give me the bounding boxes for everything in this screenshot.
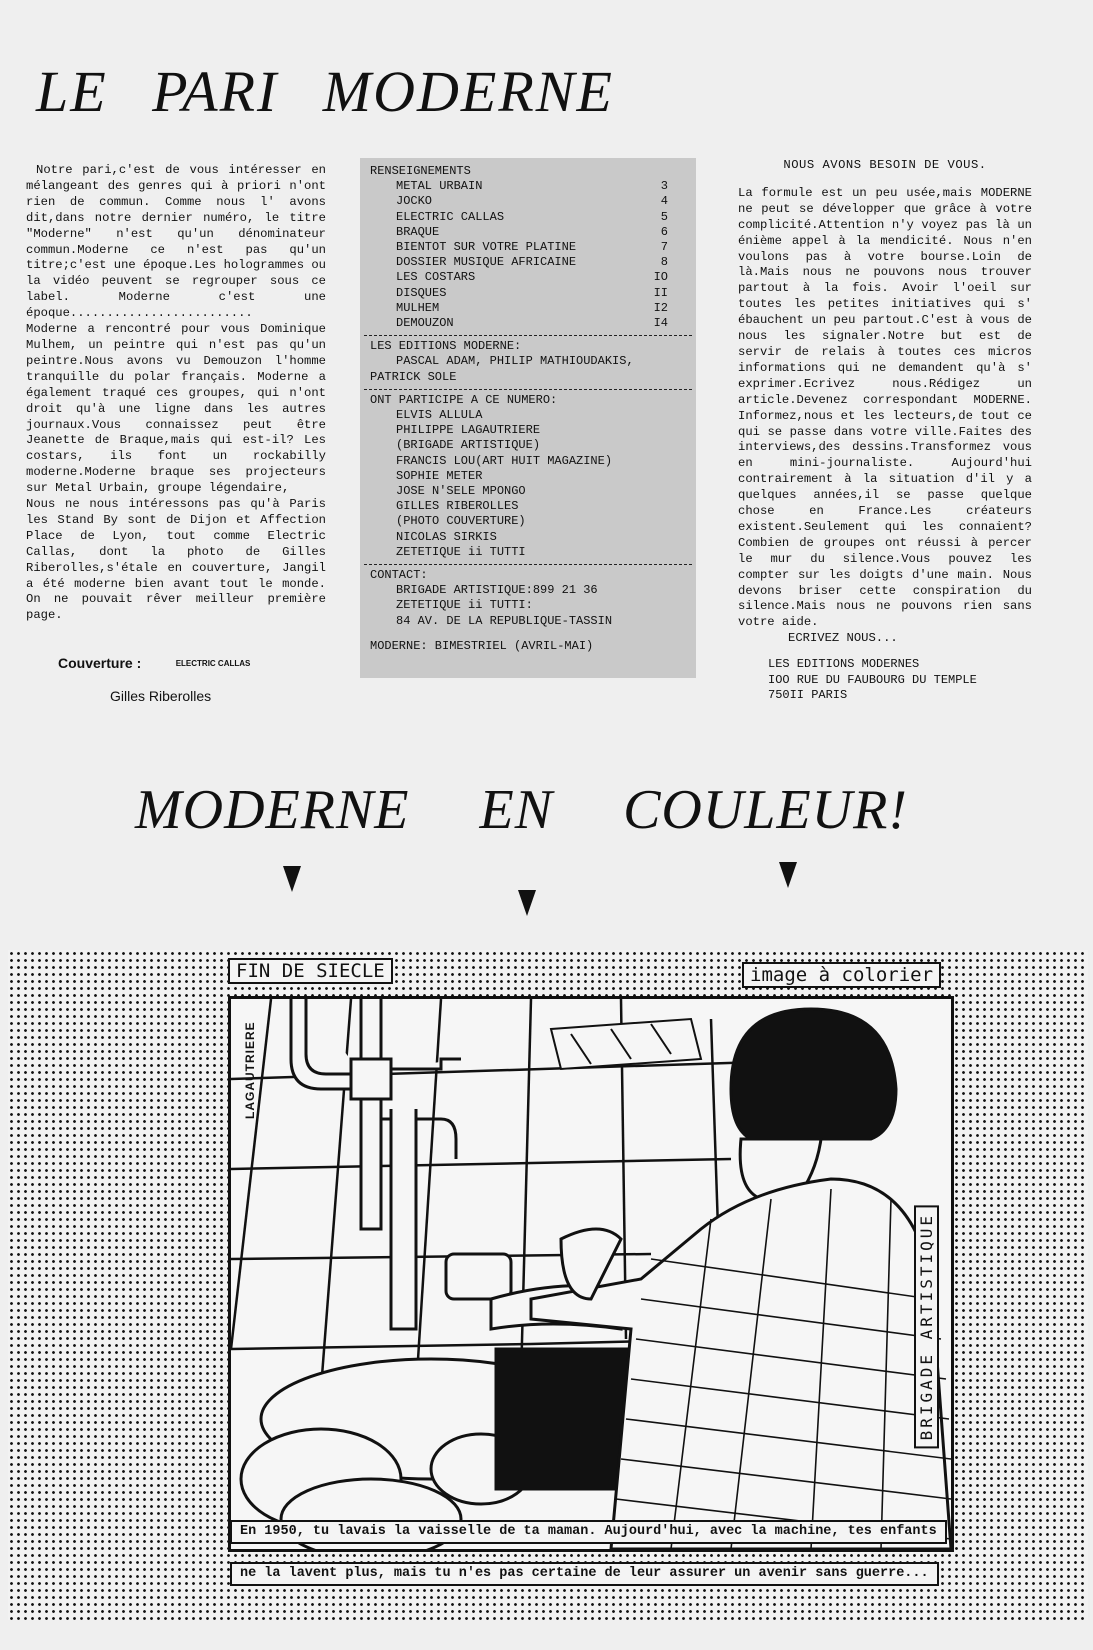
contents-item-page: 7 bbox=[660, 240, 668, 255]
cover-credit bbox=[58, 655, 251, 704]
contents-item bbox=[370, 210, 686, 225]
appeal-sign-off: ECRIVEZ NOUS... bbox=[788, 631, 898, 646]
credit-brigade-artistique: BRIGADE ARTISTIQUE bbox=[914, 1205, 939, 1448]
participants-list bbox=[370, 408, 686, 560]
appeal-body: La formule est un peu usée,mais MODERNE ne peut se développer que grâce à votre complicité.Attention n'y voyez pas là un énième appel à la mendicité. Nous n'en voulons pas à votre bourse.Loin de là.Mais nous ne pouvons nous trouver partout à la fois. Avoir l'oeil sur toutes les petites initiatives qui s' ébauchent un peu partout.C'est à vous de nous les signaler.Notre but est de servir de relais à toutes ces micros informations qui ne demandent qu'à s' exprimer.Ecrivez nous.Rédigez un article.Devenez correspondant MODERNE. Informez,nous et les lecteurs,de tout ce qui se passe dans votre ville.Faites des interviews,des dessins.Transformez vous en mini-journaliste. Aujourd'hui contrairement à la situation d'il y a quelques années,il se passe quelque chose en France.Les créateurs existent.Seulement qui les connaient? Combien de groupes ont réussi à percer le mur du silence.Vous pouvez les compter sur les doigts d'une main. Nous devons briser cette conspiration du silence.Mais nous ne pouvons rien sans votre aide. bbox=[738, 185, 1032, 630]
periodicity: MODERNE: BIMESTRIEL (AVRIL-MAI) bbox=[370, 638, 594, 653]
arrow-down-icon bbox=[779, 862, 797, 888]
contents-item-name: MULHEM bbox=[396, 300, 440, 315]
participant: ELVIS ALLULA bbox=[396, 408, 483, 423]
participant: PHILIPPE LAGAUTRIERE bbox=[396, 423, 541, 438]
editions-line: PASCAL ADAM, PHILIP MATHIOUDAKIS, bbox=[396, 354, 634, 369]
intro-paragraph-1: Notre pari,c'est de vous intéresser en mélangeant des genres qui à priori n'ont rien de commun. Comme nous l' avons dit,dans notre dernier numéro, le titre "Moderne" n'est qu'un dénominateur commun.Moderne ce n'est pas qu'un titre;c'est une époque.Les hologrammes ou la vidéo peuvent se regrouper sous ce label. Moderne c'est une époque......................... bbox=[26, 163, 326, 321]
contents-heading: RENSEIGNEMENTS bbox=[370, 164, 471, 178]
contents-item bbox=[370, 194, 686, 209]
participant: SOPHIE METER bbox=[396, 468, 483, 483]
contents-item bbox=[370, 255, 686, 270]
contents-item bbox=[370, 316, 686, 331]
label-fin-de-siecle: FIN DE SIECLE bbox=[228, 958, 393, 984]
participant: NICOLAS SIRKIS bbox=[396, 529, 497, 544]
contents-item-name: BRAQUE bbox=[396, 224, 440, 239]
contents-item bbox=[370, 286, 686, 301]
contents-list bbox=[370, 179, 686, 331]
contact-list bbox=[370, 583, 686, 629]
divider bbox=[364, 335, 692, 336]
kitchen-drawing bbox=[231, 999, 951, 1549]
participant: (BRIGADE ARTISTIQUE) bbox=[396, 438, 541, 453]
contents-item-name: DEMOUZON bbox=[396, 316, 454, 331]
address-line: LES EDITIONS MODERNES bbox=[768, 657, 920, 671]
arrow-down-icon bbox=[518, 890, 536, 916]
divider bbox=[364, 389, 692, 390]
publisher-address bbox=[768, 657, 977, 704]
contents-item-name: ELECTRIC CALLAS bbox=[396, 209, 505, 224]
contents-item-name: LES COSTARS bbox=[396, 270, 476, 285]
participant: (PHOTO COUVERTURE) bbox=[396, 514, 526, 529]
editions-line: PATRICK SOLE bbox=[370, 369, 457, 384]
editions-heading: LES EDITIONS MODERNE: bbox=[370, 339, 522, 354]
participant: ZETETIQUE ii TUTTI bbox=[396, 544, 526, 559]
divider bbox=[364, 564, 692, 565]
contents-box bbox=[360, 158, 696, 678]
contents-item-page: IO bbox=[653, 270, 668, 285]
intro-paragraph-3: Nous ne nous intéressons pas qu'à Paris les Stand By sont de Dijon et Affection Place de Lyon, tout comme Electric Callas, dont la photo de Gilles Riberolles,s'étale en couverture, Jangil a été moderne bien avant tout le monde. On ne pouvait rêver meilleur première page. bbox=[26, 497, 326, 623]
contents-item bbox=[370, 240, 686, 255]
cover-label: Couverture : bbox=[58, 655, 142, 671]
contact-line: 84 AV. DE LA REPUBLIQUE-TASSIN bbox=[396, 613, 613, 628]
contents-item-name: METAL URBAIN bbox=[396, 179, 483, 194]
cover-photographer: Gilles Riberolles bbox=[110, 688, 212, 704]
contact-line: BRIGADE ARTISTIQUE:899 21 36 bbox=[396, 583, 598, 598]
contents-item-page: 5 bbox=[660, 209, 668, 224]
contents-item-page: I2 bbox=[653, 300, 668, 315]
cover-logo-text: ELECTRIC CALLAS bbox=[175, 659, 251, 669]
address-line: 750II PARIS bbox=[768, 688, 848, 702]
intro-column bbox=[26, 163, 326, 624]
contents-item-page: II bbox=[653, 285, 668, 300]
arrow-down-icon bbox=[283, 866, 301, 892]
contents-item-page: 3 bbox=[660, 179, 668, 194]
section-title: MODERNE EN COULEUR! bbox=[135, 779, 908, 841]
contents-item-name: DISQUES bbox=[396, 285, 447, 300]
contents-item-page: 8 bbox=[660, 255, 668, 270]
contents-item bbox=[370, 301, 686, 316]
address-line: IOO RUE DU FAUBOURG DU TEMPLE bbox=[768, 672, 977, 687]
caption-line-2: ne la lavent plus, mais tu n'es pas certaine de leur assurer un avenir sans guerre... bbox=[230, 1562, 939, 1586]
appeal-heading: NOUS AVONS BESOIN DE VOUS. bbox=[783, 158, 987, 172]
contents-item-name: DOSSIER MUSIQUE AFRICAINE bbox=[396, 255, 577, 270]
contents-item-page: 4 bbox=[660, 194, 668, 209]
intro-paragraph-2: Moderne a rencontré pour vous Dominique Mulhem, un peintre qui n'est pas qu'un peintre.Nous avons vu Demouzon l'homme tranquille du polar français. Moderne a également traqué ces groupes, qui n'ont droit qu'à une ligne dans les autres journaux.Vous connaissez peut être Jeanette de Braque,mais qui est-il? Les costars, ils font un rockabilly moderne.Moderne braque ses projecteurs sur Metal Urbain, groupe légendaire, bbox=[26, 322, 326, 496]
participant: FRANCIS LOU(ART HUIT MAGAZINE) bbox=[396, 453, 613, 468]
contents-item-name: BIENTOT SUR VOTRE PLATINE bbox=[396, 240, 577, 255]
contents-item bbox=[370, 225, 686, 240]
page-title: LE PARI MODERNE bbox=[36, 59, 614, 124]
illustration-panel bbox=[228, 996, 954, 1552]
contents-item-page: I4 bbox=[653, 316, 668, 331]
participant: JOSE N'SELE MPONGO bbox=[396, 484, 526, 499]
participant: GILLES RIBEROLLES bbox=[396, 499, 519, 514]
contents-item bbox=[370, 270, 686, 285]
participants-heading: ONT PARTICIPE A CE NUMERO: bbox=[370, 392, 558, 407]
caption-line-1: En 1950, tu lavais la vaisselle de ta maman. Aujourd'hui, avec la machine, tes enfants bbox=[230, 1520, 947, 1544]
contents-item-name: JOCKO bbox=[396, 194, 433, 209]
contents-item-page: 6 bbox=[660, 224, 668, 239]
contents-item bbox=[370, 179, 686, 194]
coloring-illustration bbox=[8, 950, 1088, 1620]
contact-heading: CONTACT: bbox=[370, 568, 428, 583]
artist-signature: LAGAUTRIERE bbox=[243, 1021, 257, 1119]
label-image-a-colorier: image à colorier bbox=[742, 962, 941, 988]
contact-line: ZETETIQUE ii TUTTI: bbox=[396, 598, 533, 613]
appeal-column bbox=[738, 158, 1032, 647]
